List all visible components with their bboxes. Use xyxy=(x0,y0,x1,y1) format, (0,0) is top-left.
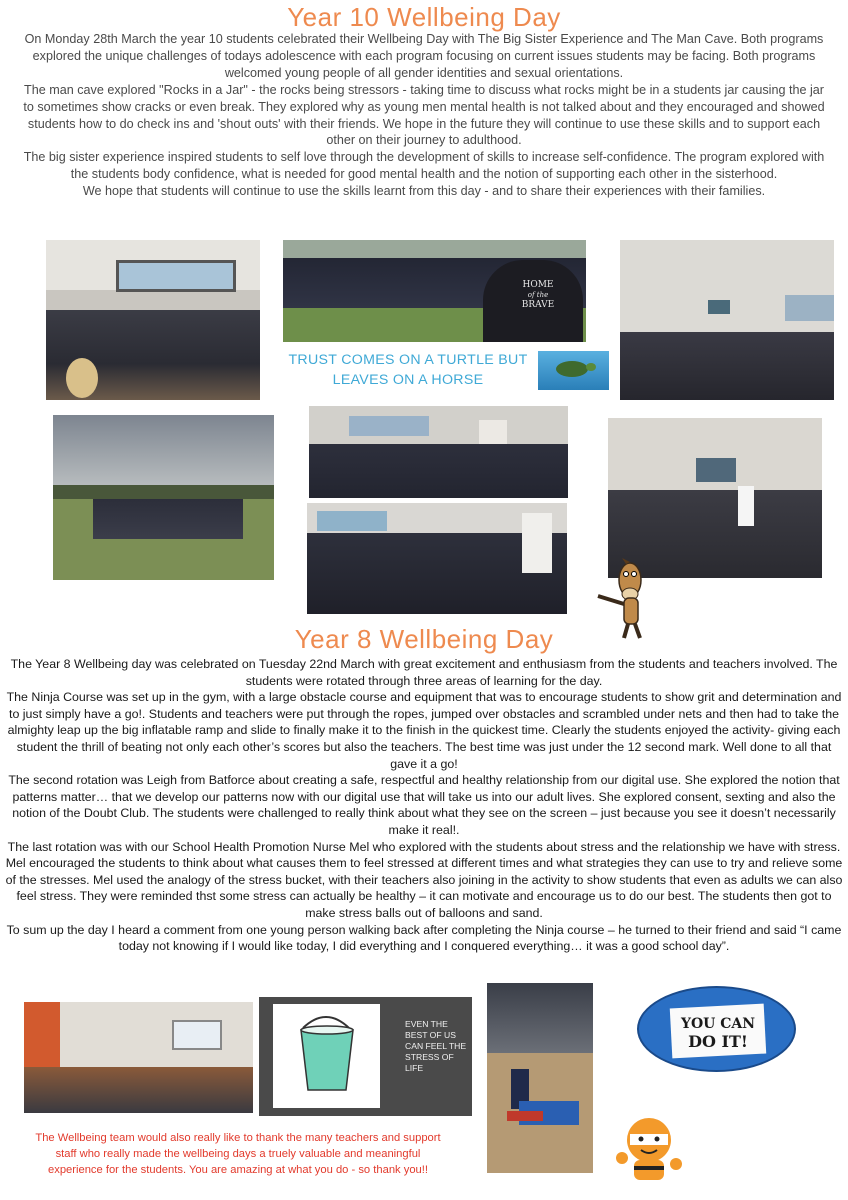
you-can-do-it-sign: YOU CAN DO IT! xyxy=(637,986,796,1072)
photo-ninja-gym xyxy=(487,983,593,1173)
photo-seated-classroom xyxy=(307,503,567,614)
photo-field-group xyxy=(53,415,274,580)
stress-bucket-icon xyxy=(273,1004,380,1108)
year10-paragraph: On Monday 28th March the year 10 students celebrated their Wellbeing Day with The Big Sister Experience and The Man Cave. Both programs explored the unique challenges of todays adolescence with each program focusing on current issues students may be facing. Both programs welcomed young people of all gender identities and sexual orientations. xyxy=(24,32,824,80)
year10-paragraph: We hope that students will continue to use the skills learnt from this day - and to share their experiences with their families. xyxy=(82,184,766,199)
photo-nurse-session xyxy=(24,1002,253,1113)
trust-quote: TRUST COMES ON A TURTLE BUT LEAVES ON A HORSE xyxy=(288,352,528,388)
ninja-character-icon xyxy=(608,1112,690,1186)
year10-title: Year 10 Wellbeing Day xyxy=(287,2,561,32)
hoodie-text: HOME of the BRAVE xyxy=(521,280,555,310)
year8-paragraph: The Ninja Course was set up in the gym, with a large obstacle course and equipment that was to encourage students to show grit and determination and to just simply have a go!. Students and teachers were put through the ropes, jumped over obstacles and scrambled under nets and then had to take the almighty leap up the big inflatable ramp and slide to finally make it to the finish in the quickest time. Clearly the students enjoyed the activity- giving each student the thrill of beating not only each other’s scores but also the teachers. The best time was just under the 12 second mark. Well done to all that gave it a go! xyxy=(6,690,842,771)
photo-presentation xyxy=(309,406,568,498)
photo-classroom-group xyxy=(46,240,260,400)
turtle-image xyxy=(538,351,609,390)
year10-paragraph: The man cave explored "Rocks in a Jar" - the rocks being stressors - taking time to discuss what rocks might be in a students jar causing the jar to sometimes show cracks or even break. They explored why as young men mental health is not talked about and they encouraged and showed students how to do check ins and 'shout outs' with their friends. We hope in the future they will continue to use these skills and to support each other on their journey to adulthood. xyxy=(23,82,825,148)
year8-paragraph: The last rotation was with our School Health Promotion Nurse Mel who explored with the students about stress and the relationship we have with stress. Mel encouraged the students to think about what causes them to feel stressed at different times and what strategies they can use to try and relieve some of the stresses. Mel used the analogy of the stress bucket, with their teachers also joining in the activity to show students that even as adults we can also feel stress. They were reminded thst some stress can actually be healthy – it can motivate and encourage us to do our best. The students then got to make stress balls out of balloons and sand. xyxy=(5,839,843,920)
year10-paragraph: The big sister experience inspired students to self love through the development of skills to increase self-confidence. The program explored with the students body confidence, what is needed for good mental health and the notion of supporting each other in the sisterhood. xyxy=(23,150,825,182)
stress-caption: EVEN THE BEST OF US CAN FEEL THE STRESS OF LIFE xyxy=(405,1019,467,1073)
photo-outdoor-hoodie xyxy=(283,240,586,342)
stress-bucket-card xyxy=(273,1004,380,1108)
year8-paragraph: The Year 8 Wellbeing day was celebrated on Tuesday 22nd March with great excitement and enthusiasm from the students and teachers involved. The students were rotated through three areas of learning for the day. xyxy=(10,657,838,688)
year8-body xyxy=(4,656,844,955)
year8-paragraph: The second rotation was Leigh from Batforce about creating a safe, respectful and healthy relationship from our digital use. She explored the notion that patterns matter… that we develop our patterns now with our digital use that will take us into our adult lives. She explored consent, sexting and also the notion of the Doubt Club. The students were challenged to really think about what they see on the screen – just because you see it doesn’t necessarily make it real!. xyxy=(8,773,840,837)
photo-classroom-right xyxy=(620,240,834,400)
year8-title: Year 8 Wellbeing Day xyxy=(294,624,554,654)
year8-paragraph: To sum up the day I heard a comment from one young person walking back after completing the Ninja course – he turned to their friend and said “I came today not knowing if I would like today, I did everything and I conquered everything… it was a good school day”. xyxy=(6,922,842,954)
stress-bucket-panel xyxy=(259,997,472,1116)
photo-girls-classroom xyxy=(608,418,822,578)
year10-body xyxy=(20,31,828,200)
thanks-note: The Wellbeing team would also really like to thank the many teachers and support staff who really made the wellbeing days a truely valuable and meaningful experience for the students. You are amazing at what you do - so thank you!! xyxy=(35,1132,441,1176)
